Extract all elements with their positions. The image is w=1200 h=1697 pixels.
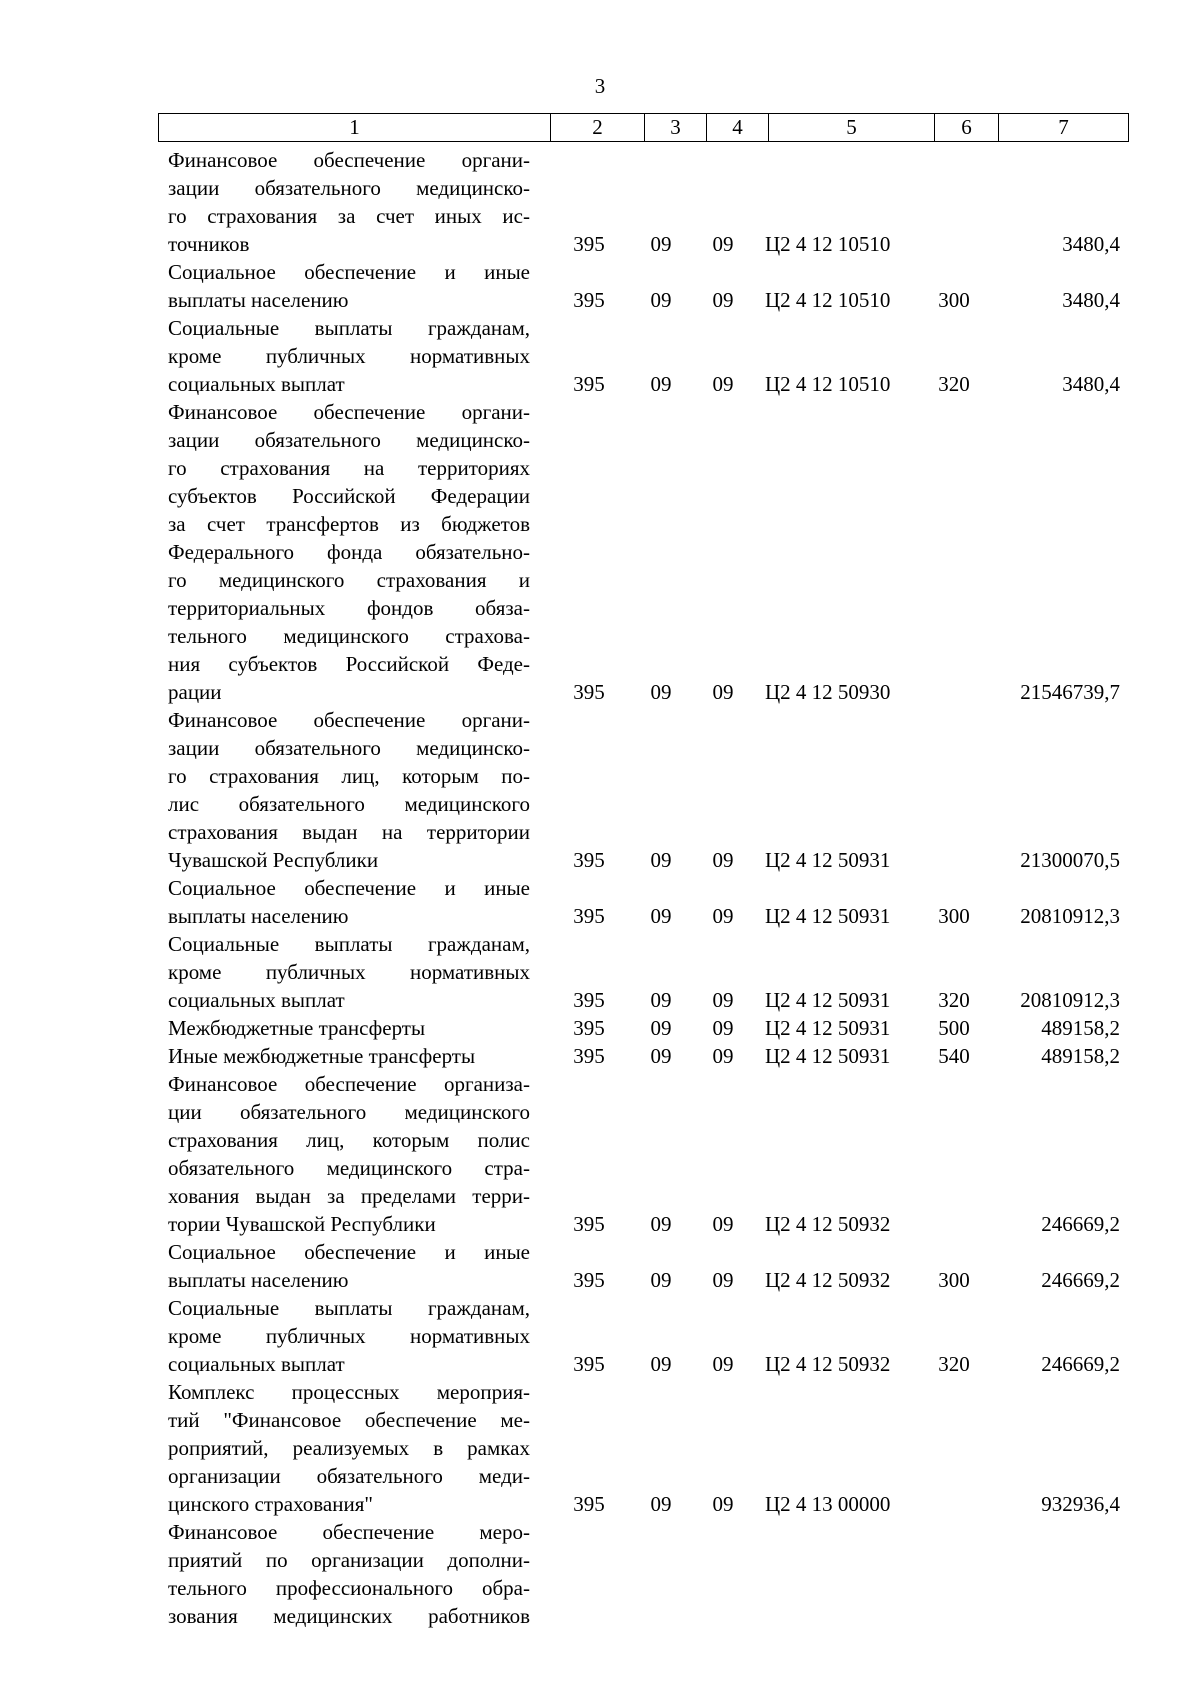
table-row <box>0 1378 1200 1518</box>
cell-col-4: 09 <box>712 288 734 312</box>
row-description <box>168 706 530 874</box>
cell-col-3: 09 <box>650 232 672 256</box>
description-line: Иные межбюджетные трансферты <box>168 1044 476 1068</box>
cell-col-2: 395 <box>573 1352 605 1376</box>
description-line: Комплекс процессных мероприя- <box>168 1380 530 1404</box>
cell-col-2: 395 <box>573 680 605 704</box>
description-line: выплаты населению <box>168 904 349 928</box>
cell-col-7: 3480,4 <box>1062 232 1120 256</box>
description-line: кроме публичных нормативных <box>168 1324 530 1348</box>
cell-col-3: 09 <box>650 988 672 1012</box>
row-description <box>168 1294 530 1378</box>
description-line: выплаты населению <box>168 1268 349 1292</box>
description-line: выплаты населению <box>168 288 349 312</box>
description-line: страхования лиц, которым полис <box>168 1128 530 1152</box>
cell-col-6: 540 <box>938 1044 970 1068</box>
description-line: зации обязательного медицинско- <box>168 176 530 200</box>
cell-col-4: 09 <box>712 680 734 704</box>
cell-col-3: 09 <box>650 1492 672 1516</box>
description-line: страхования выдан на территории <box>168 820 530 844</box>
cell-col-5: Ц2 4 12 50931 <box>765 904 891 928</box>
description-line: ния субъектов Российской Феде- <box>168 652 530 676</box>
description-line: кроме публичных нормативных <box>168 344 530 368</box>
description-line: го страхования за счет иных ис- <box>168 204 530 228</box>
cell-col-2: 395 <box>573 988 605 1012</box>
table-row <box>0 146 1200 258</box>
description-line: организации обязательного меди- <box>168 1464 530 1488</box>
cell-col-2: 395 <box>573 1016 605 1040</box>
cell-col-5: Ц2 4 12 50932 <box>765 1212 891 1236</box>
cell-col-7: 20810912,3 <box>1020 988 1120 1012</box>
cell-col-5: Ц2 4 12 50932 <box>765 1268 891 1292</box>
cell-col-6: 300 <box>938 288 970 312</box>
row-description <box>168 1518 530 1630</box>
table-row <box>0 258 1200 314</box>
cell-col-7: 489158,2 <box>1041 1016 1120 1040</box>
cell-col-7: 21300070,5 <box>1020 848 1120 872</box>
description-line: Социальное обеспечение и иные <box>168 1240 530 1264</box>
header-col-6: 6 <box>935 114 999 142</box>
description-line: социальных выплат <box>168 1352 345 1376</box>
cell-col-4: 09 <box>712 1212 734 1236</box>
description-line: социальных выплат <box>168 372 345 396</box>
row-description <box>168 1042 530 1070</box>
description-line: Социальные выплаты гражданам, <box>168 1296 530 1320</box>
row-description <box>168 146 530 258</box>
cell-col-4: 09 <box>712 1044 734 1068</box>
row-description <box>168 930 530 1014</box>
cell-col-4: 09 <box>712 1492 734 1516</box>
description-line: зации обязательного медицинско- <box>168 428 530 452</box>
row-description <box>168 1378 530 1518</box>
header-col-5: 5 <box>769 114 935 142</box>
cell-col-2: 395 <box>573 1212 605 1236</box>
cell-col-5: Ц2 4 12 10510 <box>765 288 891 312</box>
description-line: обязательного медицинского стра- <box>168 1156 530 1180</box>
cell-col-7: 21546739,7 <box>1020 680 1120 704</box>
description-line: Социальные выплаты гражданам, <box>168 932 530 956</box>
cell-col-7: 932936,4 <box>1041 1492 1120 1516</box>
cell-col-5: Ц2 4 12 50931 <box>765 1044 891 1068</box>
cell-col-6: 320 <box>938 372 970 396</box>
cell-col-4: 09 <box>712 904 734 928</box>
description-line: го страхования на территориях <box>168 456 530 480</box>
description-line: Чувашской Республики <box>168 848 379 872</box>
header-col-4: 4 <box>707 114 769 142</box>
table-row <box>0 706 1200 874</box>
description-line: Финансовое обеспечение организа- <box>168 1072 530 1096</box>
cell-col-6: 300 <box>938 1268 970 1292</box>
description-line: за счет трансфертов из бюджетов <box>168 512 530 536</box>
cell-col-3: 09 <box>650 848 672 872</box>
description-line: кроме публичных нормативных <box>168 960 530 984</box>
description-line: Финансовое обеспечение органи- <box>168 708 530 732</box>
cell-col-5: Ц2 4 12 10510 <box>765 372 891 396</box>
table-row <box>0 314 1200 398</box>
cell-col-3: 09 <box>650 1044 672 1068</box>
header-col-1: 1 <box>159 114 551 142</box>
cell-col-2: 395 <box>573 1492 605 1516</box>
header-col-3: 3 <box>645 114 707 142</box>
description-line: приятий по организации дополни- <box>168 1548 530 1572</box>
description-line: Социальные выплаты гражданам, <box>168 316 530 340</box>
row-description <box>168 398 530 706</box>
row-description <box>168 314 530 398</box>
description-line: субъектов Российской Федерации <box>168 484 530 508</box>
header-col-2: 2 <box>551 114 645 142</box>
row-description <box>168 874 530 930</box>
description-line: тий "Финансовое обеспечение ме- <box>168 1408 530 1432</box>
description-line: зования медицинских работников <box>168 1604 530 1628</box>
page-number: 3 <box>594 74 606 98</box>
cell-col-3: 09 <box>650 1212 672 1236</box>
cell-col-5: Ц2 4 12 50931 <box>765 848 891 872</box>
description-line: Финансовое обеспечение органи- <box>168 400 530 424</box>
table-row <box>0 1238 1200 1294</box>
description-line: ции обязательного медицинского <box>168 1100 530 1124</box>
description-line: цинского страхования" <box>168 1492 373 1516</box>
cell-col-2: 395 <box>573 288 605 312</box>
cell-col-4: 09 <box>712 232 734 256</box>
description-line: го медицинского страхования и <box>168 568 530 592</box>
row-description <box>168 1070 530 1238</box>
description-line: тельного медицинского страхова- <box>168 624 530 648</box>
table-row <box>0 874 1200 930</box>
cell-col-7: 3480,4 <box>1062 288 1120 312</box>
cell-col-4: 09 <box>712 988 734 1012</box>
cell-col-3: 09 <box>650 904 672 928</box>
description-line: Социальное обеспечение и иные <box>168 260 530 284</box>
cell-col-7: 246669,2 <box>1041 1212 1120 1236</box>
table-header <box>158 113 1129 142</box>
table-row <box>0 1518 1200 1630</box>
table-row <box>0 1294 1200 1378</box>
description-line: лис обязательного медицинского <box>168 792 530 816</box>
cell-col-5: Ц2 4 12 50932 <box>765 1352 891 1376</box>
cell-col-5: Ц2 4 12 50931 <box>765 1016 891 1040</box>
description-line: Финансовое обеспечение меро- <box>168 1520 530 1544</box>
cell-col-7: 489158,2 <box>1041 1044 1120 1068</box>
cell-col-2: 395 <box>573 372 605 396</box>
cell-col-4: 09 <box>712 1268 734 1292</box>
description-line: хования выдан за пределами терри- <box>168 1184 530 1208</box>
cell-col-3: 09 <box>650 1352 672 1376</box>
header-col-7: 7 <box>999 114 1129 142</box>
cell-col-2: 395 <box>573 1044 605 1068</box>
cell-col-2: 395 <box>573 1268 605 1292</box>
table-row <box>0 930 1200 1014</box>
cell-col-7: 3480,4 <box>1062 372 1120 396</box>
cell-col-3: 09 <box>650 1016 672 1040</box>
table-row <box>0 1070 1200 1238</box>
cell-col-5: Ц2 4 12 10510 <box>765 232 891 256</box>
description-line: рации <box>168 680 222 704</box>
cell-col-6: 320 <box>938 988 970 1012</box>
table-row <box>0 398 1200 706</box>
description-line: го страхования лиц, которым по- <box>168 764 530 788</box>
cell-col-7: 246669,2 <box>1041 1268 1120 1292</box>
cell-col-6: 320 <box>938 1352 970 1376</box>
cell-col-4: 09 <box>712 1016 734 1040</box>
description-line: Федерального фонда обязательно- <box>168 540 530 564</box>
cell-col-3: 09 <box>650 1268 672 1292</box>
cell-col-3: 09 <box>650 372 672 396</box>
description-line: тельного профессионального обра- <box>168 1576 530 1600</box>
cell-col-7: 20810912,3 <box>1020 904 1120 928</box>
cell-col-3: 09 <box>650 288 672 312</box>
cell-col-6: 500 <box>938 1016 970 1040</box>
cell-col-4: 09 <box>712 1352 734 1376</box>
row-description <box>168 1238 530 1294</box>
description-line: территориальных фондов обяза- <box>168 596 530 620</box>
description-line: точников <box>168 232 250 256</box>
cell-col-4: 09 <box>712 848 734 872</box>
description-line: зации обязательного медицинско- <box>168 736 530 760</box>
cell-col-5: Ц2 4 13 00000 <box>765 1492 891 1516</box>
table-row <box>0 1014 1200 1042</box>
row-description <box>168 1014 530 1042</box>
row-description <box>168 258 530 314</box>
description-line: Социальное обеспечение и иные <box>168 876 530 900</box>
cell-col-5: Ц2 4 12 50930 <box>765 680 891 704</box>
description-line: Межбюджетные трансферты <box>168 1016 426 1040</box>
cell-col-5: Ц2 4 12 50931 <box>765 988 891 1012</box>
cell-col-7: 246669,2 <box>1041 1352 1120 1376</box>
description-line: тории Чувашской Республики <box>168 1212 436 1236</box>
description-line: роприятий, реализуемых в рамках <box>168 1436 530 1460</box>
cell-col-3: 09 <box>650 680 672 704</box>
table-row <box>0 1042 1200 1070</box>
description-line: социальных выплат <box>168 988 345 1012</box>
cell-col-6: 300 <box>938 904 970 928</box>
cell-col-2: 395 <box>573 904 605 928</box>
cell-col-4: 09 <box>712 372 734 396</box>
cell-col-2: 395 <box>573 232 605 256</box>
cell-col-2: 395 <box>573 848 605 872</box>
description-line: Финансовое обеспечение органи- <box>168 148 530 172</box>
